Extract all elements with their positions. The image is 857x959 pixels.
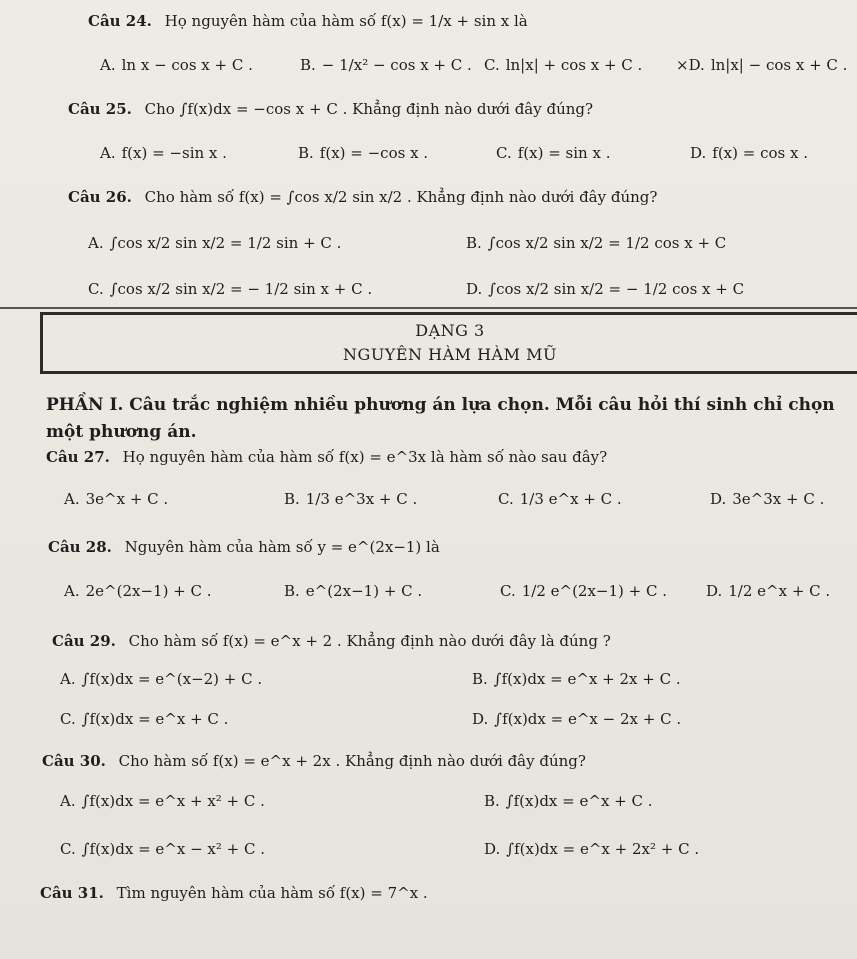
question-29 — [52, 632, 611, 650]
question-number: Câu 31. — [40, 884, 104, 902]
question-stem: Cho hàm số f(x) = e^x + 2x . Khẳng định nào dưới đây đúng? — [118, 752, 586, 770]
q25-option-a[interactable]: A. f(x) = −sin x . — [100, 144, 227, 162]
question-number: Câu 24. — [88, 12, 152, 30]
question-25 — [68, 100, 593, 118]
banner-title: DẠNG 3 — [415, 321, 485, 340]
question-stem: Cho hàm số f(x) = e^x + 2 . Khẳng định nào dưới đây là đúng ? — [128, 632, 611, 650]
banner-subtitle: NGUYÊN HÀM HÀM MŨ — [343, 345, 557, 364]
question-number: Câu 25. — [68, 100, 132, 118]
question-28 — [48, 538, 440, 556]
q28-option-d[interactable]: D. 1/2 e^x + C . — [706, 582, 831, 600]
q24-option-a[interactable]: A. ln x − cos x + C . — [100, 56, 253, 74]
question-number: Câu 28. — [48, 538, 112, 556]
question-number: Câu 29. — [52, 632, 116, 650]
question-stem: Tìm nguyên hàm của hàm số f(x) = 7^x . — [116, 884, 428, 902]
question-30 — [42, 752, 586, 770]
question-stem: Cho ∫f(x)dx = −cos x + C . Khẳng định nào dưới đây đúng? — [144, 100, 594, 118]
q26-option-b[interactable]: B. ∫cos x/2 sin x/2 = 1/2 cos x + C — [466, 234, 727, 252]
q30-option-d[interactable]: D. ∫f(x)dx = e^x + 2x² + C . — [484, 840, 700, 858]
question-26 — [68, 188, 657, 206]
q25-option-d[interactable]: D. f(x) = cos x . — [690, 144, 808, 162]
question-27 — [46, 448, 607, 466]
q25-option-c[interactable]: C. f(x) = sin x . — [496, 144, 611, 162]
section-banner — [40, 312, 857, 374]
question-stem: Cho hàm số f(x) = ∫cos x/2 sin x/2 . Khẳng định nào dưới đây đúng? — [144, 188, 658, 206]
q30-option-b[interactable]: B. ∫f(x)dx = e^x + C . — [484, 792, 653, 810]
q25-option-b[interactable]: B. f(x) = −cos x . — [298, 144, 429, 162]
q29-option-d[interactable]: D. ∫f(x)dx = e^x − 2x + C . — [472, 710, 682, 728]
q27-option-c[interactable]: C. 1/3 e^x + C . — [498, 490, 622, 508]
q28-option-c[interactable]: C. 1/2 e^(2x−1) + C . — [500, 582, 668, 600]
q30-option-c[interactable]: C. ∫f(x)dx = e^x − x² + C . — [60, 840, 266, 858]
q26-option-c[interactable]: C. ∫cos x/2 sin x/2 = − 1/2 sin x + C . — [88, 280, 373, 298]
q29-option-a[interactable]: A. ∫f(x)dx = e^(x−2) + C . — [60, 670, 263, 688]
q26-option-a[interactable]: A. ∫cos x/2 sin x/2 = 1/2 sin + C . — [88, 234, 342, 252]
question-stem: Nguyên hàm của hàm số y = e^(2x−1) là — [124, 538, 440, 556]
q28-option-b[interactable]: B. e^(2x−1) + C . — [284, 582, 423, 600]
question-number: Câu 30. — [42, 752, 106, 770]
q30-option-a[interactable]: A. ∫f(x)dx = e^x + x² + C . — [60, 792, 265, 810]
question-number: Câu 26. — [68, 188, 132, 206]
q26-option-d[interactable]: D. ∫cos x/2 sin x/2 = − 1/2 cos x + C — [466, 280, 745, 298]
banner-top-rule — [0, 307, 857, 309]
question-number: Câu 27. — [46, 448, 110, 466]
q27-option-d[interactable]: D. 3e^3x + C . — [710, 490, 825, 508]
q24-option-c[interactable]: C. ln|x| + cos x + C . — [484, 56, 643, 74]
question-stem: Họ nguyên hàm của hàm số f(x) = 1/x + sin x là — [164, 12, 528, 30]
q27-option-b[interactable]: B. 1/3 e^3x + C . — [284, 490, 418, 508]
q29-option-c[interactable]: C. ∫f(x)dx = e^x + C . — [60, 710, 229, 728]
q28-option-a[interactable]: A. 2e^(2x−1) + C . — [64, 582, 212, 600]
question-24 — [88, 12, 528, 30]
question-stem: Họ nguyên hàm của hàm số f(x) = e^3x là hàm số nào sau đây? — [122, 448, 608, 466]
q29-option-b[interactable]: B. ∫f(x)dx = e^x + 2x + C . — [472, 670, 681, 688]
q24-option-d[interactable]: ×D. ln|x| − cos x + C . — [676, 56, 848, 74]
question-31 — [40, 884, 428, 902]
q24-option-b[interactable]: B. − 1/x² − cos x + C . — [300, 56, 472, 74]
section-instruction: PHẦN I. Câu trắc nghiệm nhiều phương án lựa chọn. Mỗi câu hỏi thí sinh chỉ chọn một phương án. — [46, 395, 835, 442]
q27-option-a[interactable]: A. 3e^x + C . — [64, 490, 169, 508]
